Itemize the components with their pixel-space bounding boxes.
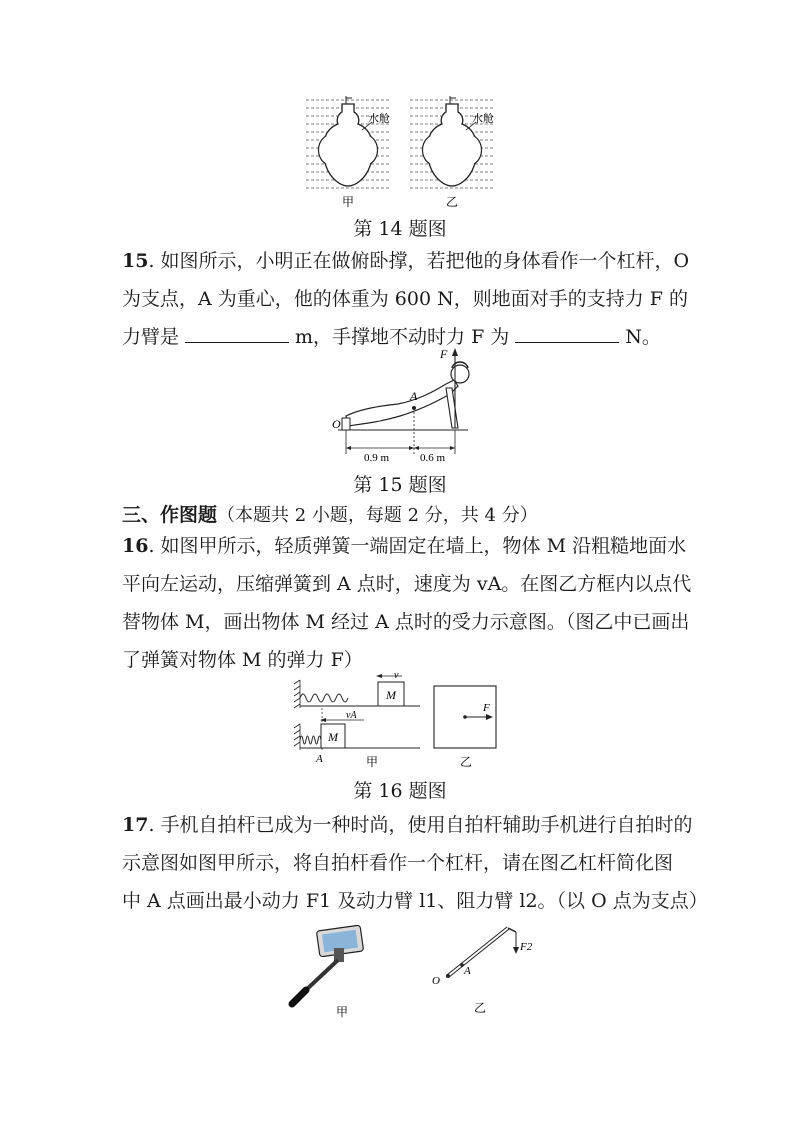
label-v: v: [394, 672, 399, 681]
label-M-bottom: M: [328, 730, 338, 744]
sublabel-jia: 甲: [342, 195, 355, 209]
figure-16-caption: 第 16 题图: [353, 780, 447, 802]
label-A-17: A: [464, 965, 471, 977]
figure-17: [280, 920, 540, 1020]
figure-15-caption: 第 15 题图: [353, 474, 447, 496]
q15-line3b: m，手撑地不动时力 F 为: [295, 326, 510, 348]
dim-label-1: 0.9 m: [364, 452, 390, 464]
label-M-top: M: [386, 688, 396, 702]
figure-15: [328, 344, 478, 464]
section-heading: [122, 500, 538, 527]
q17-line3: 中 A 点画出最小动力 F1 及动力臂 l1、阻力臂 l2。（以 O 点为支点）: [122, 890, 708, 912]
selfie-stick-image: [292, 925, 364, 1019]
label-cabin-b: 水舱: [472, 113, 494, 125]
label-vA: vA: [346, 710, 357, 721]
figure-14-panel-a: [306, 96, 390, 209]
q16-line1: . 如图甲所示，轻质弹簧一端固定在墙上，物体 M 沿粗糙地面水: [148, 535, 687, 557]
label-O-17: O: [432, 975, 440, 987]
question-number: 17: [122, 814, 149, 836]
figure-14: [300, 92, 500, 212]
q15-line3c: N。: [625, 326, 661, 348]
answer-blank-arm[interactable]: [185, 324, 289, 343]
figure-16: [290, 672, 510, 772]
question-16: [122, 527, 692, 679]
q16-line3: 替物体 M，画出物体 M 经过 A 点时的受力示意图。（图乙中已画出: [122, 611, 690, 633]
section-note: （本题共 2 小题，每题 2 分，共 4 分）: [217, 505, 538, 526]
sublabel-jia-17: 甲: [336, 1005, 349, 1019]
q17-line1: . 手机自拍杆已成为一种时尚，使用自拍杆辅助手机进行自拍时的: [148, 814, 693, 836]
figure-14-panel-b: [410, 96, 494, 209]
question-number: 16: [122, 535, 149, 557]
question-15: [122, 242, 692, 356]
sublabel-yi-17: 乙: [474, 1001, 487, 1015]
q15-line3a: 力臂是: [122, 326, 180, 348]
q15-line2: 为支点，A 为重心，他的体重为 600 N，则地面对手的支持力 F 的: [122, 288, 688, 310]
label-O: O: [332, 417, 341, 431]
q17-line2: 示意图如图甲所示，将自拍杆看作一个杠杆，请在图乙杠杆简化图: [122, 852, 674, 874]
question-number: 15: [122, 250, 149, 272]
dim-label-2: 0.6 m: [420, 452, 446, 464]
sublabel-jia-16: 甲: [366, 755, 379, 769]
answer-blank-force[interactable]: [515, 324, 619, 343]
sublabel-yi-16: 乙: [460, 755, 473, 769]
label-F2: F2: [520, 941, 533, 953]
q16-line4: 了弹簧对物体 M 的弹力 F）: [122, 649, 363, 671]
label-cabin-a: 水舱: [368, 113, 390, 125]
sublabel-yi: 乙: [446, 195, 459, 209]
figure-14-caption: 第 14 题图: [353, 218, 447, 240]
q15-line1: . 如图所示，小明正在做俯卧撑，若把他的身体看作一个杠杆，O: [148, 250, 690, 272]
question-17: [122, 806, 708, 920]
label-F-16: F: [483, 702, 490, 714]
q16-line2: 平向左运动，压缩弹簧到 A 点时，速度为 vA。在图乙方框内以点代: [122, 573, 692, 595]
section-title: 三、作图题: [122, 504, 218, 526]
label-A-16: A: [316, 753, 323, 765]
lever-diagram: [432, 928, 533, 1015]
label-F: F: [440, 347, 448, 361]
label-A: A: [410, 389, 418, 403]
